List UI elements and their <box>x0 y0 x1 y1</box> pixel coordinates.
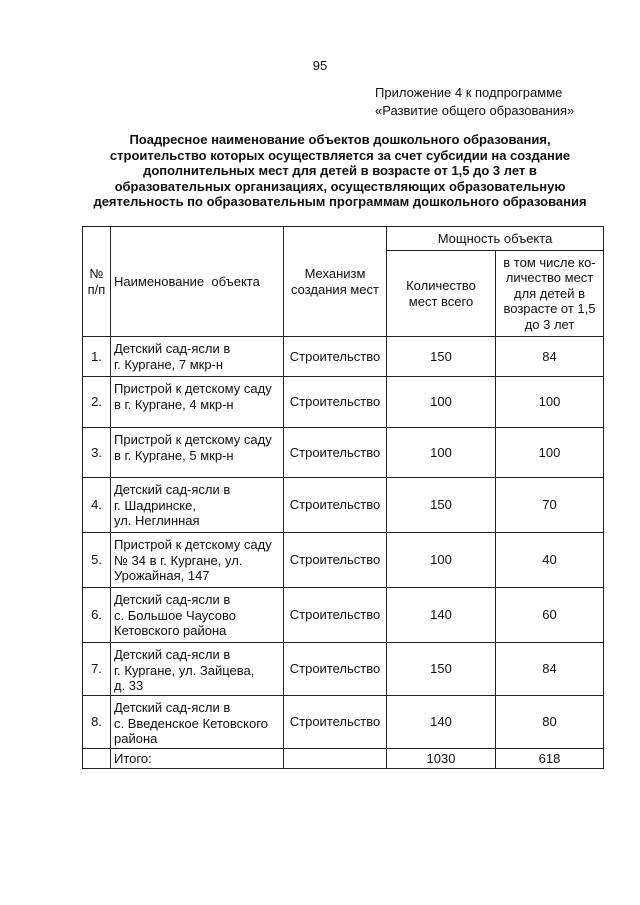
row-name-line: Пристрой к детскому саду <box>114 432 272 447</box>
row-num: 2. <box>83 377 111 428</box>
header-children <box>496 251 604 337</box>
row-total: 100 <box>387 377 496 428</box>
total-row <box>83 749 604 769</box>
header-children-line: личество мест <box>505 270 594 286</box>
row-name-line: Кетовского района <box>114 623 227 638</box>
appendix-note <box>375 84 574 120</box>
row-name-line: Урожайная, 147 <box>114 568 210 583</box>
row-total: 100 <box>387 533 496 588</box>
table-row <box>83 588 604 643</box>
row-mechanism: Строительство <box>284 377 387 428</box>
row-mechanism: Строительство <box>284 428 387 478</box>
row-name-line: Детский сад-ясли в <box>114 700 231 715</box>
row-total: 150 <box>387 643 496 696</box>
row-name <box>111 337 284 377</box>
row-name-line: Детский сад-ясли в <box>114 482 231 497</box>
row-mechanism: Строительство <box>284 478 387 533</box>
total-value: 1030 <box>387 749 496 769</box>
title-line: дополнительных мест для детей в возрасте от 1,5 до 3 лет в <box>143 163 537 178</box>
row-name-line: г. Кургане, 7 мкр-н <box>114 356 224 372</box>
row-name-line: д. 33 <box>114 678 144 693</box>
row-name-line: Пристрой к детскому саду <box>114 381 272 396</box>
row-name <box>111 696 284 749</box>
header-num-line: № <box>89 266 104 281</box>
row-total: 150 <box>387 337 496 377</box>
row-mechanism: Строительство <box>284 643 387 696</box>
table-row <box>83 533 604 588</box>
title-line: образовательных организациях, осуществляющих образовательную <box>114 178 566 194</box>
row-name-line: в г. Кургане, 4 мкр-н <box>114 396 234 412</box>
total-row-num <box>83 749 111 769</box>
table-row <box>83 643 604 696</box>
objects-table <box>82 226 604 769</box>
row-name-line: в г. Кургане, 5 мкр-н <box>114 447 234 463</box>
row-name-line: Детский сад-ясли в <box>114 647 231 662</box>
row-num: 8. <box>83 696 111 749</box>
row-children: 40 <box>496 533 604 588</box>
page-number: 95 <box>312 58 328 73</box>
row-children: 84 <box>496 337 604 377</box>
title-line: строительство которых осуществляется за счет субсидии на создание <box>109 147 571 163</box>
row-name-line: г. Кургане, ул. Зайцева, <box>114 662 255 678</box>
row-name <box>111 377 284 428</box>
table-row <box>83 337 604 377</box>
table-row <box>83 478 604 533</box>
table-row <box>83 377 604 428</box>
appendix-line-2: «Развитие общего образования» <box>375 103 575 118</box>
row-name <box>111 428 284 478</box>
row-children: 70 <box>496 478 604 533</box>
row-mechanism: Строительство <box>284 337 387 377</box>
row-mechanism: Строительство <box>284 588 387 643</box>
row-mechanism: Строительство <box>284 533 387 588</box>
header-total <box>387 251 496 337</box>
header-capacity: Мощность объекта <box>387 227 604 251</box>
row-name <box>111 588 284 643</box>
row-name <box>111 478 284 533</box>
document-title <box>70 132 610 210</box>
row-name-line: с. Введенское Кетовского <box>114 715 268 731</box>
row-children: 100 <box>496 377 604 428</box>
row-name-line: Пристрой к детскому саду <box>114 537 272 552</box>
table-row <box>83 428 604 478</box>
row-name-line: Детский сад-ясли в <box>114 592 231 607</box>
row-total: 140 <box>387 588 496 643</box>
row-total: 140 <box>387 696 496 749</box>
row-num: 7. <box>83 643 111 696</box>
row-num: 5. <box>83 533 111 588</box>
header-total-line: Количество <box>406 278 476 293</box>
row-name-line: ул. Неглинная <box>114 513 200 528</box>
row-num: 1. <box>83 337 111 377</box>
header-children-line: до 3 лет <box>524 316 575 332</box>
row-total: 100 <box>387 428 496 478</box>
header-name: Наименование объекта <box>111 227 284 337</box>
title-line: Поадресное наименование объектов дошкольного образования, <box>129 132 551 147</box>
header-children-line: в том числе ко- <box>503 254 596 270</box>
row-name-line: № 34 в г. Кургане, ул. <box>114 552 243 568</box>
row-num: 3. <box>83 428 111 478</box>
row-mechanism: Строительство <box>284 696 387 749</box>
row-name-line: г. Шадринске, <box>114 497 196 513</box>
row-num: 4. <box>83 478 111 533</box>
row-children: 100 <box>496 428 604 478</box>
row-num: 6. <box>83 588 111 643</box>
table-row <box>83 696 604 749</box>
header-mechanism <box>284 227 387 337</box>
row-name-line: района <box>114 731 158 746</box>
row-name-line: Детский сад-ясли в <box>114 341 231 356</box>
title-line: деятельность по образовательным программам дошкольного образования <box>93 194 587 209</box>
header-num <box>83 227 111 337</box>
header-children-line: возрасте от 1,5 <box>503 301 596 317</box>
header-num-line: п/п <box>87 281 106 297</box>
appendix-line-1: Приложение 4 к подпрограмме <box>375 85 563 100</box>
total-children-value: 618 <box>496 749 604 769</box>
header-children-line: для детей в <box>513 285 586 301</box>
row-name <box>111 533 284 588</box>
row-children: 60 <box>496 588 604 643</box>
header-mechanism-line: создания мест <box>291 281 379 297</box>
header-total-line: мест всего <box>408 293 474 309</box>
row-name-line: с. Большое Чаусово <box>114 607 237 623</box>
total-label: Итого: <box>111 749 284 769</box>
row-children: 84 <box>496 643 604 696</box>
header-mechanism-line: Механизм <box>304 266 366 281</box>
row-name <box>111 643 284 696</box>
row-children: 80 <box>496 696 604 749</box>
total-row-mechanism <box>284 749 387 769</box>
row-total: 150 <box>387 478 496 533</box>
